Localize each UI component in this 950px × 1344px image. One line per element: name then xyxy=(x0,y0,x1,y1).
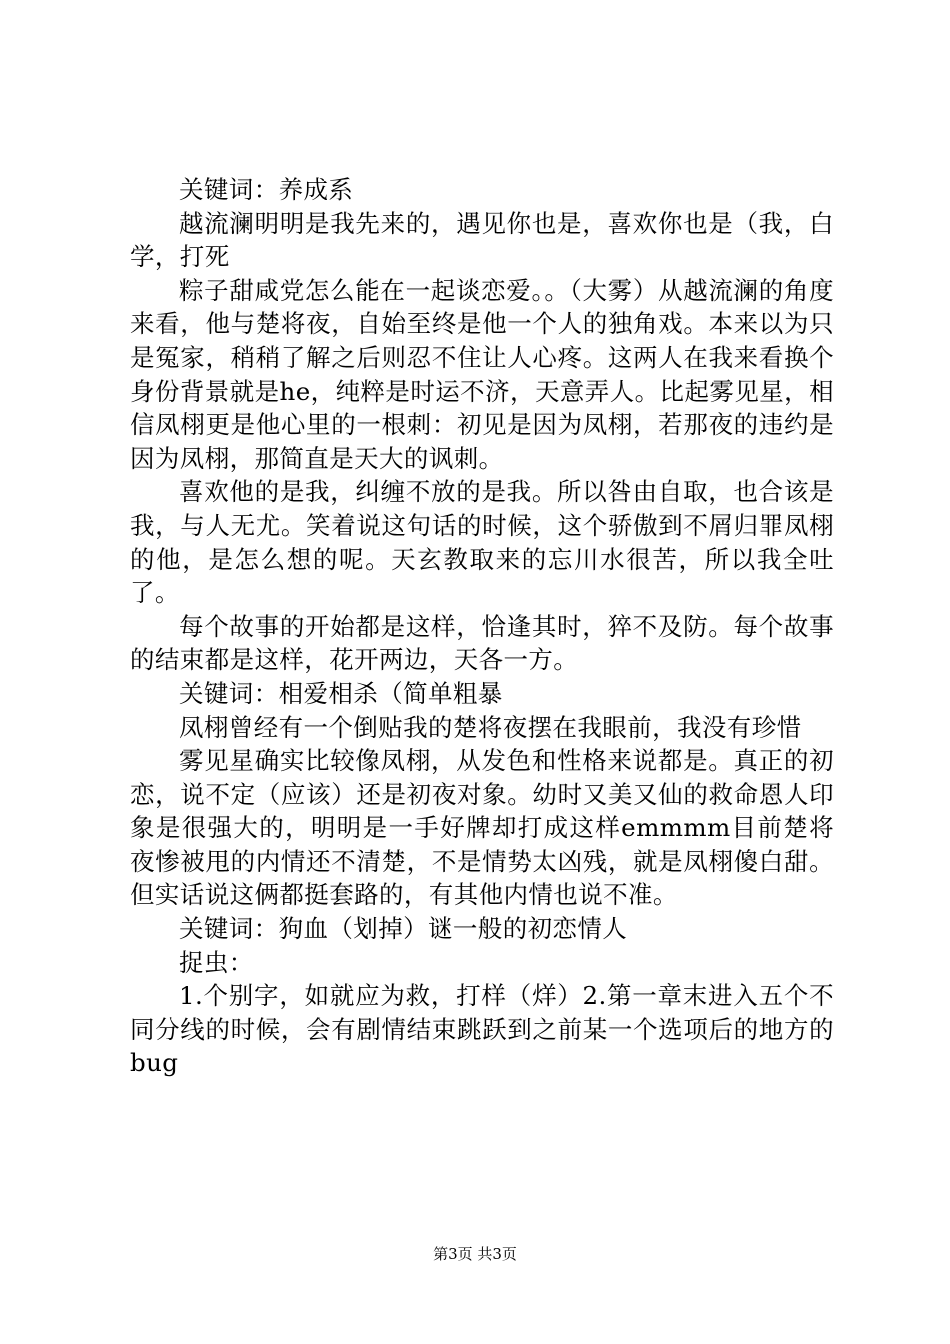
paragraph-keyword-2: 关键词：相爱相杀（简单粗暴 xyxy=(179,678,503,708)
paragraph-1: 越流澜明明是我先来的，遇见你也是，喜欢你也是（我，白学，打死 xyxy=(130,208,834,272)
page-number-footer: 第3页 共3页 xyxy=(433,1245,517,1263)
paragraph-bug-heading: 捉虫： xyxy=(179,947,254,977)
paragraph-2: 粽子甜咸党怎么能在一起谈恋爱。。（大雾）从越流澜的角度来看，他与楚将夜，自始至终是他一个人的独角戏。本来以为只是冤家，稍稍了解之后则忍不住让人心疼。这两人在我来看换个身份背景就是he，纯粹是时运不济，天意弄人。比起雾见星，相信凤栩更是他心里的一根刺：初见是因为凤栩，若那夜的违约是因为凤栩，那简直是天大的讽刺。 xyxy=(130,275,834,473)
paragraph-3: 喜欢他的是我，纠缠不放的是我。所以咎由自取，也合该是我，与人无尤。笑着说这句话的时候，这个骄傲到不屑归罪凤栩的他，是怎么想的呢。天玄教取来的忘川水很苦，所以我全吐了。 xyxy=(130,477,834,608)
document-body xyxy=(130,173,834,1080)
paragraph-keyword-3: 关键词：狗血（划掉）谜一般的初恋情人 xyxy=(179,914,628,944)
paragraph-4: 每个故事的开始都是这样，恰逢其时，猝不及防。每个故事的结束都是这样，花开两边，天各一方。 xyxy=(130,611,834,675)
paragraph-bug-list: 1.个别字，如就应为救，打样（烊）2.第一章末进入五个不同分线的时候，会有剧情结束跳跃到之前某一个选项后的地方的bug xyxy=(130,981,834,1078)
paragraph-5: 凤栩曾经有一个倒贴我的楚将夜摆在我眼前，我没有珍惜 xyxy=(179,712,802,742)
paragraph-keyword-1: 关键词：养成系 xyxy=(179,175,354,204)
paragraph-6: 雾见星确实比较像凤栩，从发色和性格来说都是。真正的初恋，说不定（应该）还是初夜对象。幼时又美又仙的救命恩人印象是很强大的，明明是一手好牌却打成这样emmmm目前楚将夜惨被甩的内情还不清楚，不是情势太凶残，就是凤栩傻白甜。但实话说这俩都挺套路的，有其他内情也说不准。 xyxy=(130,746,834,910)
